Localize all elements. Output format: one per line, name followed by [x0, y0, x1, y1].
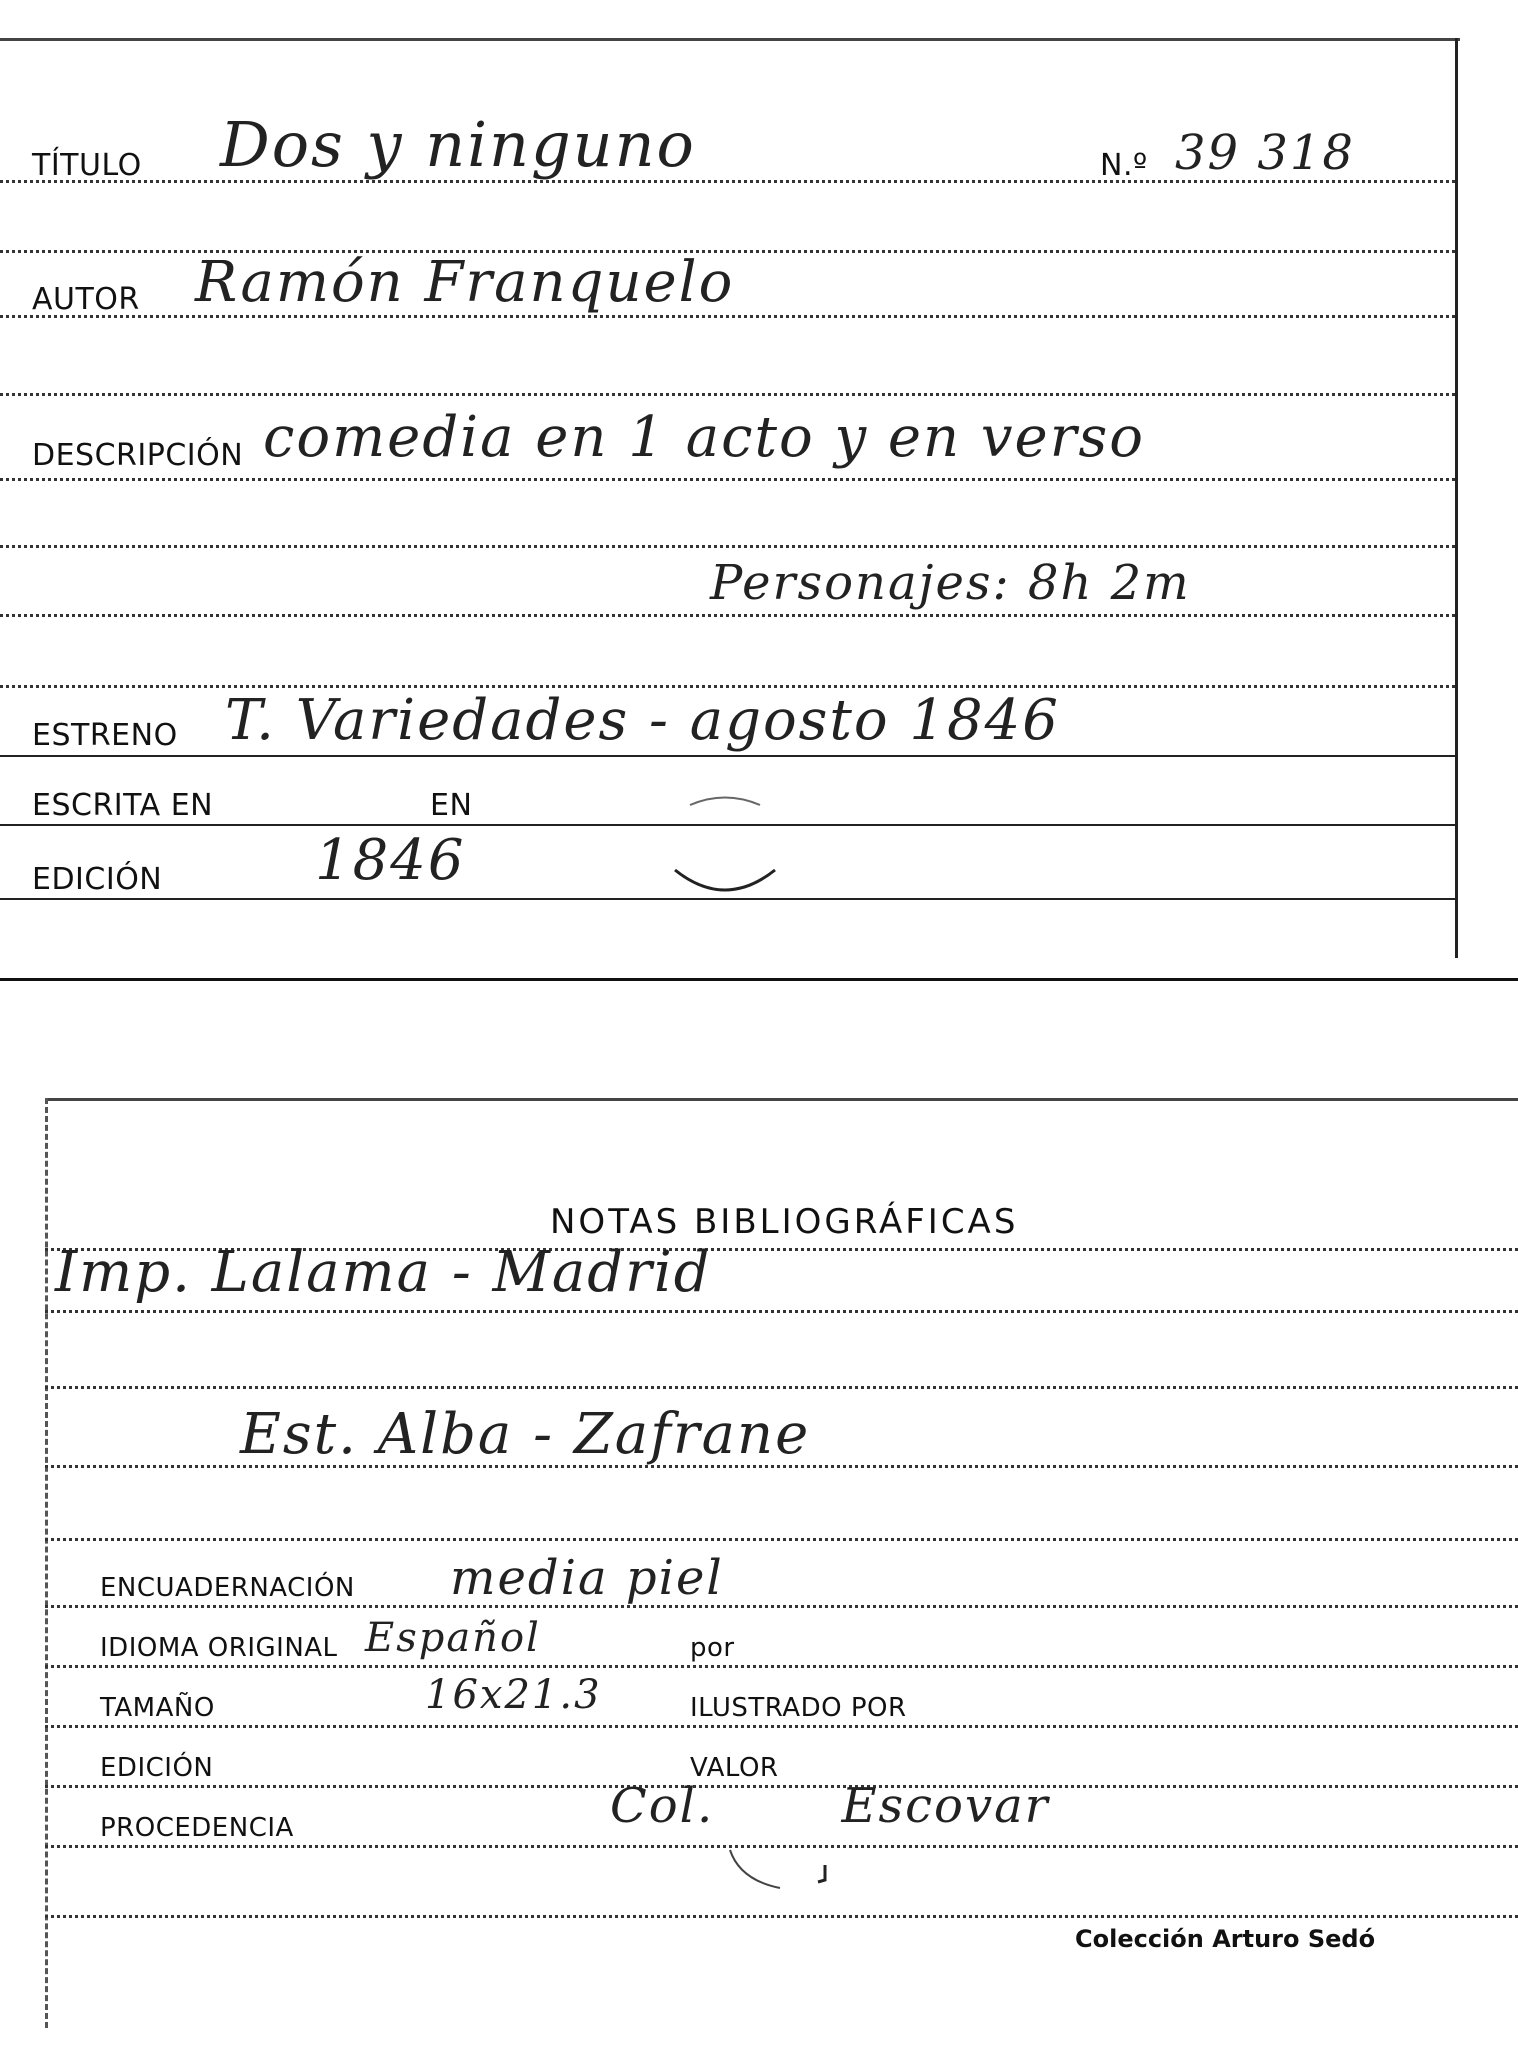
- catalog-card-front: [0, 0, 1518, 980]
- edicion2-label: EDICIÓN: [100, 1753, 214, 1783]
- ruled-line: [45, 1538, 1518, 1541]
- card-separator: [0, 978, 1518, 981]
- ruled-line: [45, 1310, 1518, 1313]
- ruled-line: [0, 755, 1455, 757]
- ruled-line: [45, 1605, 1518, 1608]
- notas-heading: NOTAS BIBLIOGRÁFICAS: [550, 1202, 1019, 1242]
- encuadernacion-label: ENCUADERNACIÓN: [100, 1573, 355, 1603]
- idioma-value: Español: [365, 1615, 541, 1661]
- idioma-label: IDIOMA ORIGINAL: [100, 1633, 338, 1663]
- card-top-border: [0, 38, 1460, 41]
- numero-label: N.º: [1100, 148, 1148, 183]
- edicion-label: EDICIÓN: [32, 862, 163, 897]
- ruled-line: [45, 1915, 1518, 1918]
- catalog-card-back: [0, 1080, 1518, 2040]
- estreno-label: ESTRENO: [32, 718, 178, 753]
- encuadernacion-value: media piel: [450, 1550, 724, 1606]
- tamano-value: 16x21.3: [425, 1672, 602, 1718]
- card-right-border: [1455, 38, 1458, 958]
- ruled-line: [0, 393, 1455, 396]
- personajes-value: Personajes: 8h 2m: [710, 555, 1191, 611]
- descripcion-label: DESCRIPCIÓN: [32, 438, 244, 473]
- note-line-1: Imp. Lalama - Madrid: [55, 1240, 712, 1305]
- ruled-line: [0, 545, 1455, 548]
- punch-hole: [720, 1770, 840, 1900]
- tamano-label: TAMAÑO: [100, 1693, 215, 1723]
- procedencia-label: PROCEDENCIA: [100, 1813, 294, 1843]
- ruled-line: [45, 1665, 1518, 1668]
- escrita-en-en-label: EN: [430, 788, 473, 823]
- ruled-line: [45, 1725, 1518, 1728]
- procedencia-value: Col. Escovar: [610, 1778, 1050, 1834]
- descripcion-value: comedia en 1 acto y en verso: [263, 405, 1145, 470]
- note-line-2: Est. Alba - Zafrane: [240, 1402, 811, 1467]
- card-left-border: [45, 1098, 48, 2028]
- autor-value: Ramón Franquelo: [195, 250, 735, 315]
- valor-label: VALOR: [690, 1753, 779, 1783]
- por-label: por: [690, 1633, 735, 1663]
- escrita-en-label: ESCRITA EN: [32, 788, 214, 823]
- numero-value: 39 318: [1175, 125, 1355, 181]
- ilustrado-label: ILUSTRADO POR: [690, 1693, 907, 1723]
- collection-footer: Colección Arturo Sedó: [1075, 1925, 1376, 1953]
- edicion-value: 1846: [315, 828, 466, 893]
- punch-hole: [660, 775, 790, 905]
- ruled-line: [0, 478, 1455, 481]
- titulo-label: TÍTULO: [32, 148, 142, 183]
- ruled-line: [0, 614, 1455, 617]
- autor-label: AUTOR: [32, 282, 140, 317]
- estreno-value: T. Variedades - agosto 1846: [225, 688, 1060, 753]
- ruled-line: [0, 315, 1455, 318]
- card-top-border: [45, 1098, 1518, 1101]
- titulo-value: Dos y ninguno: [220, 108, 696, 181]
- ruled-line: [45, 1386, 1518, 1389]
